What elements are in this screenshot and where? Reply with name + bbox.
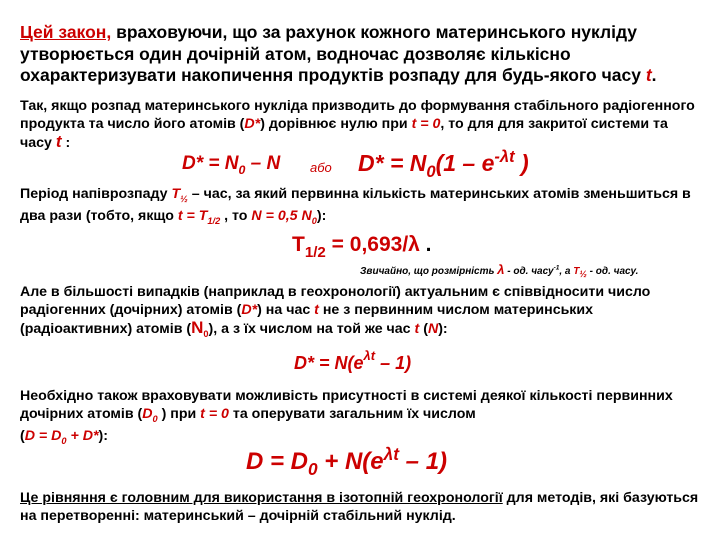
radiogenic-variable: D* [244,115,261,132]
eq2-dot: . [419,233,432,256]
eq1-left: D* = N [182,153,239,174]
eq3-a: D* = N(e [294,353,364,373]
or-word: або [310,160,332,175]
p4-text-2: ) на час [257,301,315,318]
lambda-symbol: λ [497,262,505,277]
initial-daughter-paragraph [20,388,702,450]
conclusion-paragraph [20,490,702,525]
eq2-t: T [292,233,305,256]
p3-text-4: ): [316,208,327,225]
eq1-left-sub: 0 [238,162,246,177]
note-text-3: , а [559,266,574,277]
half-life-condition-sub: 1/2 [207,216,221,227]
equation-daughter-current [294,348,412,374]
time-variable: t [314,301,319,318]
half-life-paragraph [20,186,702,231]
intro-text: враховуючи, що за рахунок кожного материнського нукліду утворюється один дочірній атом, водночас дозволяє кількісно охарактеризувати накопичення продуктів розпаду для будь-якого часу [20,22,646,85]
p5-text-5: ): [98,428,108,445]
p6-text: для методів, які базуються на перетворенні: материнський – дочірній стабільний нуклід. [20,490,699,524]
initial-parent-symbol: N [191,318,204,338]
p3-text-3: , то [220,208,252,225]
p4-text-3: не з первинним числом материнських (радіоактивних) атомів ( [20,301,594,338]
equation-total-daughter [246,444,448,479]
parent-variable: N [427,321,439,338]
eq4-sup: λt [383,444,400,464]
note-t-sub: ½ [579,269,587,279]
p3-text-1: Період напіврозпаду [20,186,172,202]
initial-parent-sub: 0 [203,329,209,340]
initial-daughter-sub: 0 [152,413,158,424]
p2-text-3: , то для для закритої системи та часу [20,115,668,152]
p5-text-3: та оперувати загальним їх числом [228,405,476,422]
eq4-a: D = D [246,448,309,475]
total-daughter-sub: 0 [61,435,67,446]
time-variable: t [645,65,652,85]
note-text-2: - од. часу [504,266,554,277]
eq3-sup: λt [363,348,376,363]
half-life-condition: t = T [177,208,208,225]
p4-text-4: ), а з їх числом на той же час [208,321,415,338]
note-text-4: - од. часу. [586,266,639,277]
note-text-1: Звичайно, що розмірність [360,266,498,277]
p5-text-2: ) при [157,405,201,422]
equation-daughter-exp [358,147,529,181]
remaining-condition: N = 0,5 N [251,208,312,225]
eq2-sub: 1/2 [304,244,326,261]
note-sup: -1 [553,264,560,272]
p5-text-4: ( [20,428,25,445]
p4-text-6: ): [438,321,448,338]
time-variable-2: t [414,321,420,338]
geochronology-paragraph [20,284,702,344]
main-equation-statement: Це рівняння є головним для використання в ізотопній геохронології [20,490,503,506]
eq1-right-sub: 0 [426,162,436,181]
eq1-right-a: D* = N [358,150,427,176]
p4-text-1: Але в більшості випадків (наприклад в геохронології) актуальним є співвідносити число радіогенних (дочірних) атомів ( [20,284,651,318]
equation-half-life [292,233,432,261]
p5-text-1: Необхідно також враховувати можливість присутності в системі деякої кількості первинних дочірних атомів ( [20,388,673,422]
eq4-b: + N(e [317,448,384,475]
radiogenic-variable: D* [241,301,258,318]
p2-text-1: Так, якщо розпад материнського нукліда призводить до формування стабільного радіогенного продукта та число його атомів ( [20,98,695,132]
eq1-left-tail: – N [245,153,281,174]
eq2-rest: = 0,693/λ [325,233,420,256]
initial-condition: t = 0 [200,405,229,422]
eq1-right-sup: -λt [494,147,515,166]
law-reference: Цей закон, [20,22,112,42]
eq1-right-c: ) [514,150,529,176]
dimension-note [360,262,638,279]
total-daughter-b: + D* [66,428,99,445]
p2-text-4: : [61,135,71,152]
intro-paragraph [20,22,702,87]
p2-text-2: ) дорівнює нулю при [260,115,412,132]
equation-daughter-simple [182,153,280,177]
p4-text-5: ( [419,321,428,338]
initial-condition: t = 0 [411,115,441,132]
initial-daughter-symbol: D [142,405,153,422]
total-daughter-a: D = D [24,428,62,445]
closed-system-paragraph [20,98,702,153]
time-variable: t [55,132,62,152]
eq3-b: – 1) [375,353,412,373]
remaining-condition-sub: 0 [311,216,317,227]
half-life-symbol: T [171,186,181,202]
intro-end: . [651,65,657,85]
p3-text-2: – час, за який первинна кількість материнських атомів зменьшиться в два рази (тобто, якщо [20,186,691,225]
eq4-sub: 0 [308,459,318,479]
eq1-right-b: (1 – e [435,150,495,176]
note-t-symbol: T [573,266,580,277]
half-life-sub: ½ [180,193,188,204]
eq4-c: – 1) [399,448,448,475]
